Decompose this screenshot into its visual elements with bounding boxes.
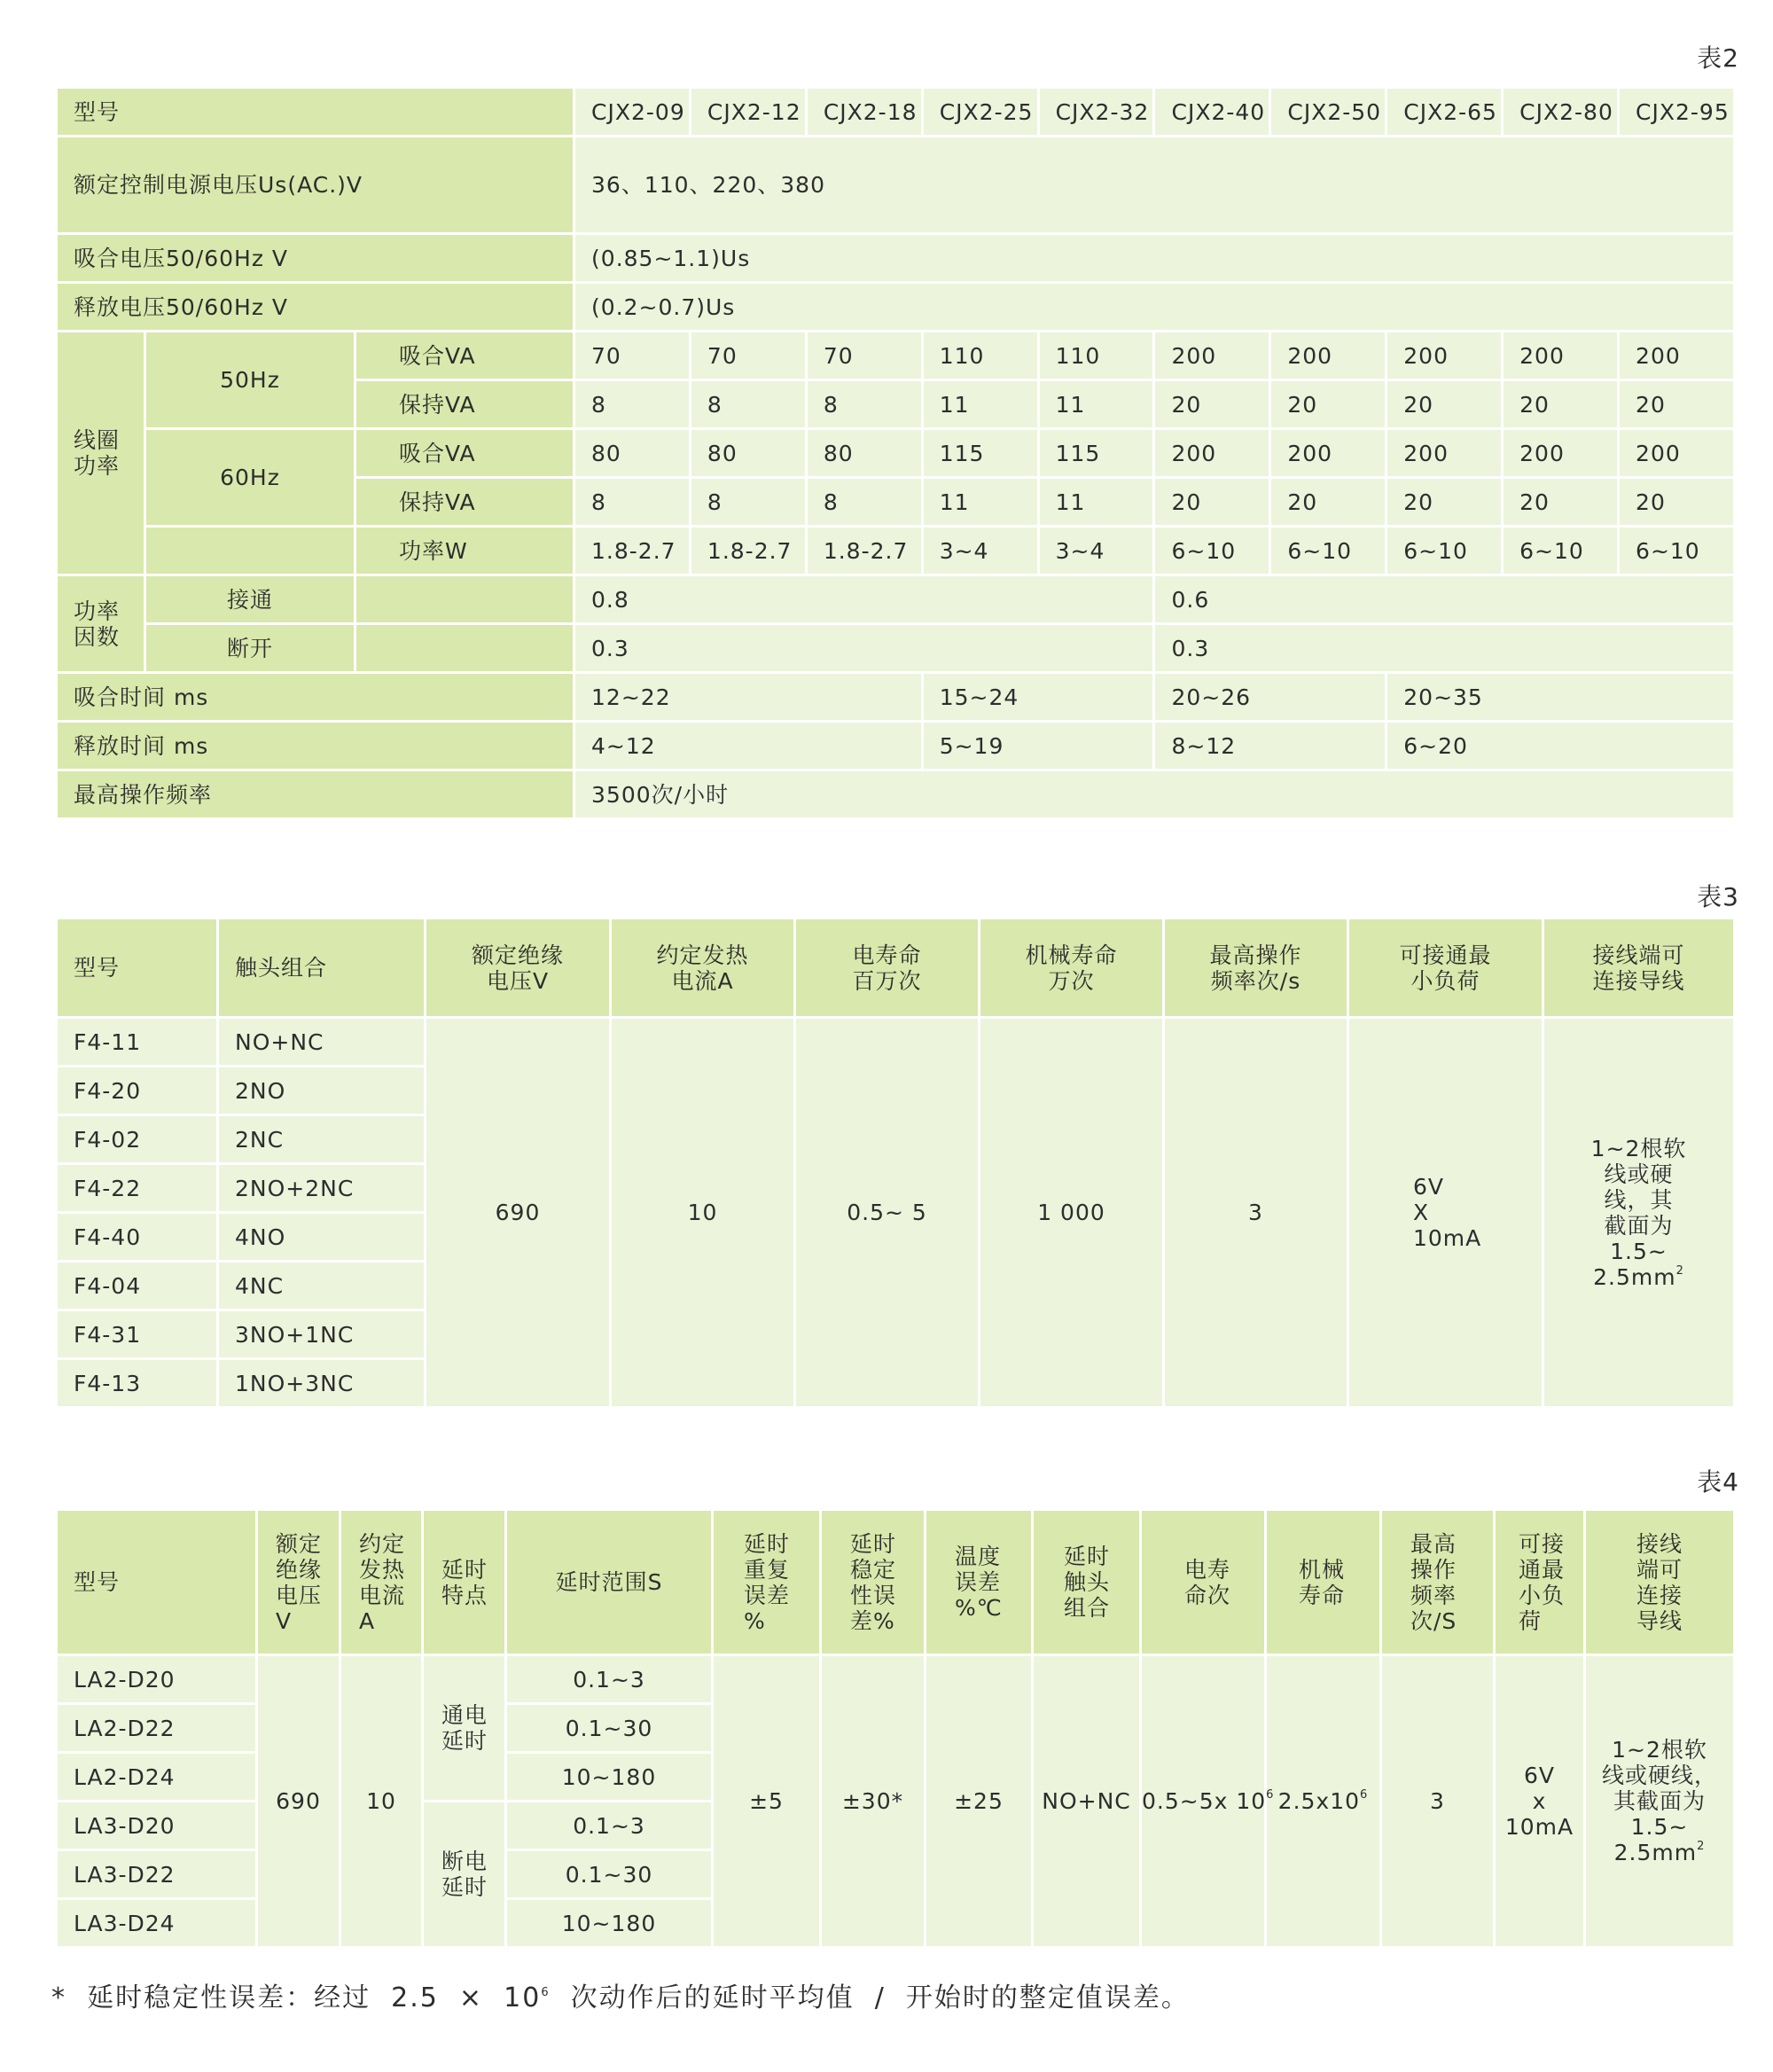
power-w-label: 功率W: [355, 527, 574, 575]
model-cell: CJX2-50: [1270, 88, 1386, 137]
current-cell: 10: [611, 1018, 795, 1408]
mech-life-cell: [1266, 1655, 1381, 1948]
table3-tag: 表3: [1697, 882, 1739, 911]
table-row: [57, 429, 1735, 478]
table4-tag: 表4: [1697, 1467, 1739, 1497]
elec-life-cell: 0.5~ 5: [795, 1018, 980, 1408]
data-cell: 1.8-2.7: [806, 527, 922, 575]
data-cell: 11: [922, 478, 1038, 527]
contacts-cell: NO+NC: [1033, 1655, 1141, 1948]
header-cell: 额定绝缘 电压V: [426, 919, 611, 1018]
data-cell: 200: [1270, 429, 1386, 478]
header-cell: 温度 误差 %℃: [926, 1510, 1033, 1655]
header-cell: 延时 稳定 性误 差%: [821, 1510, 926, 1655]
range-cell: 10~180: [506, 1899, 713, 1948]
data-cell: 200: [1154, 429, 1270, 478]
hz60-label: 60Hz: [145, 429, 355, 527]
model-label: 型号: [57, 88, 574, 137]
on-label: 接通: [145, 575, 355, 624]
data-cell: 0.3: [574, 624, 1154, 673]
header-cell: 触头组合: [218, 919, 426, 1018]
hold-va-label: 保持VA: [355, 380, 574, 429]
model-cell: F4-40: [57, 1213, 218, 1262]
wire-text: 1~2根软 线或硬线， 其截面为 1.5~ 2.5mm: [1601, 1737, 1717, 1865]
table-row: [57, 673, 1735, 722]
table-row: [57, 234, 1735, 283]
wire-sup: 2: [1697, 1840, 1706, 1853]
data-cell: 20: [1619, 380, 1735, 429]
pickup-time-label: 吸合时间 ms: [57, 673, 574, 722]
data-cell: 20~26: [1154, 673, 1386, 722]
header-cell: 最高 操作 频率 次/S: [1381, 1510, 1495, 1655]
header-cell: 延时 特点: [423, 1510, 506, 1655]
model-cell: F4-04: [57, 1262, 218, 1310]
max-freq-label: 最高操作频率: [57, 770, 574, 819]
range-cell: 0.1~3: [506, 1655, 713, 1704]
table-row: [57, 1655, 1735, 1704]
wire-cell: [1585, 1655, 1735, 1948]
data-cell: 11: [922, 380, 1038, 429]
model-cell: F4-31: [57, 1310, 218, 1359]
range-cell: 10~180: [506, 1753, 713, 1802]
table-row: [57, 575, 1735, 624]
table-row: [57, 527, 1735, 575]
data-cell: 6~10: [1503, 527, 1619, 575]
contact-cell: 4NO: [218, 1213, 426, 1262]
data-cell: 20: [1270, 478, 1386, 527]
model-cell: F4-02: [57, 1115, 218, 1164]
freq-cell: 3: [1381, 1655, 1495, 1948]
model-cell: CJX2-18: [806, 88, 922, 137]
table-row: [57, 283, 1735, 332]
data-cell: 200: [1619, 332, 1735, 380]
data-cell: 200: [1503, 332, 1619, 380]
data-cell: 6~20: [1386, 722, 1735, 770]
data-cell: 11: [1038, 478, 1154, 527]
data-cell: 20: [1386, 380, 1503, 429]
wire-sup: 2: [1675, 1263, 1684, 1278]
header-cell: 最高操作 频率次/s: [1164, 919, 1348, 1018]
model-cell: LA2-D22: [57, 1704, 257, 1753]
header-cell: 电寿 命次: [1141, 1510, 1266, 1655]
data-cell: 110: [1038, 332, 1154, 380]
elec-life-cell: [1141, 1655, 1275, 1948]
table-row: [57, 88, 1735, 137]
data-cell: 80: [690, 429, 806, 478]
repeat-err-cell: ±5: [713, 1655, 821, 1948]
data-cell: 6~10: [1154, 527, 1270, 575]
footnote-sup: 6: [541, 1986, 551, 1999]
on-delay-cell: 通电 延时: [423, 1655, 506, 1802]
data-cell: 8: [806, 380, 922, 429]
table-row: [57, 332, 1735, 380]
range-cell: 0.1~3: [506, 1802, 713, 1850]
model-cell: LA3-D24: [57, 1899, 257, 1948]
release-time-label: 释放时间 ms: [57, 722, 574, 770]
data-cell: 8: [806, 478, 922, 527]
model-cell: LA2-D24: [57, 1753, 257, 1802]
header-cell: 延时 触头 组合: [1033, 1510, 1141, 1655]
table2: [55, 86, 1736, 820]
mech-life-text: 2.5x10: [1277, 1788, 1361, 1814]
model-cell: CJX2-65: [1386, 88, 1503, 137]
data-cell: 1.8-2.7: [690, 527, 806, 575]
data-cell: 70: [574, 332, 691, 380]
contact-cell: 2NC: [218, 1115, 426, 1164]
current-cell: 10: [340, 1655, 423, 1948]
pickup-voltage-value: (0.85~1.1)Us: [574, 234, 1735, 283]
model-cell: CJX2-32: [1038, 88, 1154, 137]
data-cell: 200: [1270, 332, 1386, 380]
data-cell: 115: [922, 429, 1038, 478]
data-cell: 110: [922, 332, 1038, 380]
data-cell: 12~22: [574, 673, 923, 722]
data-cell: 6~10: [1386, 527, 1503, 575]
model-cell: F4-13: [57, 1359, 218, 1408]
data-cell: 200: [1503, 429, 1619, 478]
release-voltage-value: (0.2~0.7)Us: [574, 283, 1735, 332]
hz50-label: 50Hz: [145, 332, 355, 429]
header-cell: 型号: [57, 919, 218, 1018]
header-cell: 型号: [57, 1510, 257, 1655]
data-cell: 200: [1386, 332, 1503, 380]
model-cell: LA2-D20: [57, 1655, 257, 1704]
data-cell: 11: [1038, 380, 1154, 429]
model-cell: LA3-D20: [57, 1802, 257, 1850]
model-cell: F4-11: [57, 1018, 218, 1067]
hold-va-label: 保持VA: [355, 478, 574, 527]
min-load-cell: 6V x 10mA: [1495, 1655, 1585, 1948]
data-cell: 6~10: [1619, 527, 1735, 575]
model-cell: CJX2-95: [1619, 88, 1735, 137]
pickup-voltage-label: 吸合电压50/60Hz V: [57, 234, 574, 283]
data-cell: 15~24: [922, 673, 1154, 722]
max-freq-value: 3500次/小时: [574, 770, 1735, 819]
empty-cell: [145, 527, 355, 575]
header-cell: 约定发热 电流A: [611, 919, 795, 1018]
ctrl-voltage-label: 额定控制电源电压Us(AC.)V: [57, 137, 574, 234]
data-cell: 20: [1270, 380, 1386, 429]
model-cell: F4-20: [57, 1067, 218, 1115]
data-cell: 200: [1619, 429, 1735, 478]
header-cell: 机械 寿命: [1266, 1510, 1381, 1655]
data-cell: 0.6: [1154, 575, 1735, 624]
data-cell: 0.8: [574, 575, 1154, 624]
table-row: [57, 722, 1735, 770]
voltage-cell: 690: [426, 1018, 611, 1408]
data-cell: 4~12: [574, 722, 923, 770]
contact-cell: 4NC: [218, 1262, 426, 1310]
data-cell: 80: [574, 429, 691, 478]
data-cell: 80: [806, 429, 922, 478]
freq-cell: 3: [1164, 1018, 1348, 1408]
data-cell: 8: [574, 478, 691, 527]
data-cell: 20: [1154, 380, 1270, 429]
table-header-row: [57, 1510, 1735, 1655]
coil-power-label: 线圈 功率: [57, 332, 145, 575]
data-cell: 200: [1154, 332, 1270, 380]
release-voltage-label: 释放电压50/60Hz V: [57, 283, 574, 332]
footnote: [51, 1975, 1190, 2014]
table2-tag: 表2: [1697, 43, 1739, 73]
model-cell: CJX2-12: [690, 88, 806, 137]
contact-cell: 1NO+3NC: [218, 1359, 426, 1408]
data-cell: 20: [1619, 478, 1735, 527]
model-cell: CJX2-09: [574, 88, 691, 137]
footnote-suffix: 次动作后的延时平均值 / 开始时的整定值误差。: [550, 1982, 1190, 2013]
elec-life-sup: 6: [1266, 1788, 1275, 1802]
mech-life-sup: 6: [1360, 1788, 1369, 1802]
range-cell: 0.1~30: [506, 1704, 713, 1753]
header-cell: 机械寿命 万次: [980, 919, 1164, 1018]
contact-cell: 2NO+2NC: [218, 1164, 426, 1213]
wire-text: 1~2根软 线或硬 线，其 截面为 1.5~ 2.5mm: [1590, 1135, 1687, 1290]
model-cell: CJX2-40: [1154, 88, 1270, 137]
data-cell: 6~10: [1270, 527, 1386, 575]
data-cell: 8~12: [1154, 722, 1386, 770]
data-cell: 8: [574, 380, 691, 429]
data-cell: 20~35: [1386, 673, 1735, 722]
data-cell: 1.8-2.7: [574, 527, 691, 575]
voltage-cell: 690: [257, 1655, 340, 1948]
contact-cell: 2NO: [218, 1067, 426, 1115]
header-cell: 延时范围S: [506, 1510, 713, 1655]
table3: [55, 917, 1736, 1409]
pickup-va-label: 吸合VA: [355, 332, 574, 380]
header-cell: 约定 发热 电流 A: [340, 1510, 423, 1655]
data-cell: 20: [1503, 478, 1619, 527]
table4: [55, 1508, 1736, 1949]
temp-err-cell: ±25: [926, 1655, 1033, 1948]
stability-err-cell: ±30*: [821, 1655, 926, 1948]
model-cell: F4-22: [57, 1164, 218, 1213]
contact-cell: NO+NC: [218, 1018, 426, 1067]
table-row: [57, 137, 1735, 234]
header-cell: 接线 端可 连接 导线: [1585, 1510, 1735, 1655]
min-load-cell: 6V X 10mA: [1348, 1018, 1543, 1408]
header-cell: 电寿命 百万次: [795, 919, 980, 1018]
table-row: [57, 1018, 1735, 1067]
model-cell: LA3-D22: [57, 1850, 257, 1899]
data-cell: 70: [690, 332, 806, 380]
header-cell: 可接通最 小负荷: [1348, 919, 1543, 1018]
model-cell: CJX2-80: [1503, 88, 1619, 137]
off-delay-cell: 断电 延时: [423, 1802, 506, 1948]
header-cell: 延时 重复 误差 %: [713, 1510, 821, 1655]
wire-cell: [1543, 1018, 1735, 1408]
model-cell: CJX2-25: [922, 88, 1038, 137]
data-cell: 20: [1503, 380, 1619, 429]
data-cell: 5~19: [922, 722, 1154, 770]
header-cell: 接线端可 连接导线: [1543, 919, 1735, 1018]
data-cell: 115: [1038, 429, 1154, 478]
table-row: [57, 624, 1735, 673]
data-cell: 0.3: [1154, 624, 1735, 673]
table-header-row: [57, 919, 1735, 1018]
data-cell: 8: [690, 478, 806, 527]
pickup-va-label: 吸合VA: [355, 429, 574, 478]
ctrl-voltage-value: 36、110、220、380: [574, 137, 1735, 234]
table-row: [57, 770, 1735, 819]
data-cell: 20: [1154, 478, 1270, 527]
data-cell: 200: [1386, 429, 1503, 478]
mech-life-cell: 1 000: [980, 1018, 1164, 1408]
data-cell: 8: [690, 380, 806, 429]
data-cell: 3~4: [922, 527, 1038, 575]
header-cell: 可接 通最 小负 荷: [1495, 1510, 1585, 1655]
power-factor-label: 功率 因数: [57, 575, 145, 673]
header-cell: 额定 绝缘 电压 V: [257, 1510, 340, 1655]
data-cell: 70: [806, 332, 922, 380]
off-label: 断开: [145, 624, 355, 673]
footnote-prefix: * 延时稳定性误差：经过 2.5 × 10: [51, 1982, 542, 2013]
empty-cell: [355, 624, 574, 673]
data-cell: 20: [1386, 478, 1503, 527]
empty-cell: [355, 575, 574, 624]
contact-cell: 3NO+1NC: [218, 1310, 426, 1359]
elec-life-text: 0.5~5x 10: [1142, 1788, 1267, 1814]
range-cell: 0.1~30: [506, 1850, 713, 1899]
data-cell: 3~4: [1038, 527, 1154, 575]
